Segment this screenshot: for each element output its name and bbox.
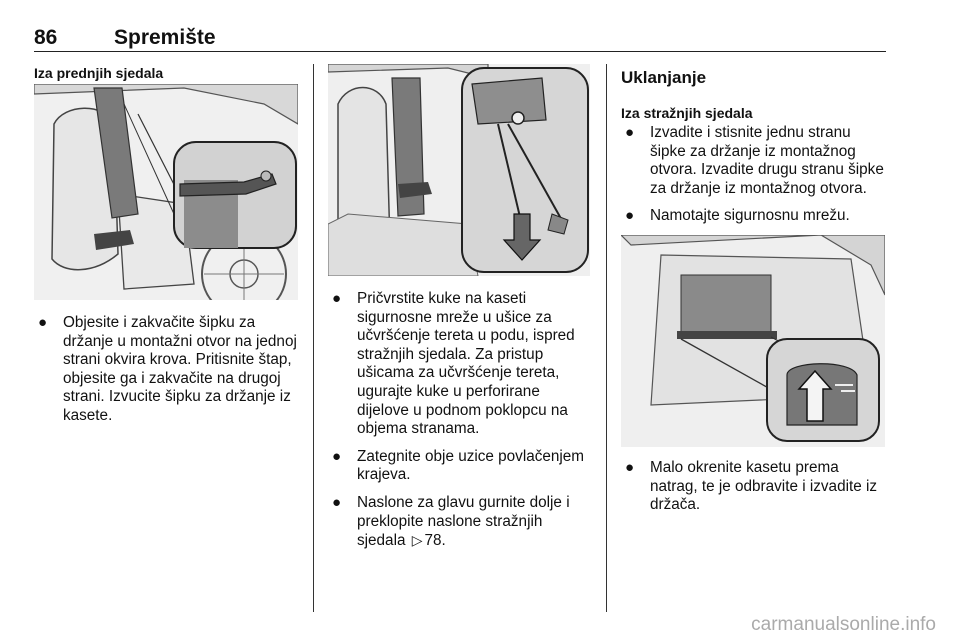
list-item <box>328 290 590 439</box>
left-subheading: Iza prednjih sjedala <box>34 65 164 81</box>
page-number: 86 <box>34 26 58 49</box>
bullet-marker: ● <box>625 458 635 476</box>
bullet-text: Namotajte sigurnosnu mrežu. <box>650 207 850 225</box>
bullet-marker: ● <box>625 124 635 141</box>
middle-bullets <box>328 290 590 551</box>
bullet-text: Objesite i zakvačite šipku za držanje u montažni otvor na jednoj strani okvira krova. Pritisnite štap, objesite ga i zakvačite na drugoj strani. Izvucite šipku za držanje iz kasete. <box>63 314 297 424</box>
page-reference-arrow-icon: ▷ <box>411 532 423 549</box>
bullet-text: Malo okrenite kasetu prema natrag, te je odbravite i izvadite iz držača. <box>650 458 878 514</box>
figure-front-seat-net-bar <box>34 84 298 300</box>
right-bullets-top <box>621 124 889 226</box>
page-title: Spremište <box>114 26 216 49</box>
right-bullets-bottom <box>621 459 889 515</box>
bullet-text: Naslone za glavu gurnite dolje i preklopite naslone stražnjih sjedala <box>357 493 570 550</box>
list-item <box>621 459 889 515</box>
bullet-marker: ● <box>332 290 342 307</box>
bullet-marker: ● <box>38 314 48 331</box>
bullet-text: Izvadite i stisnite jednu stranu šipke za držanje iz montažnog otvora. Izvadite drugu stranu šipke za držanje iz montažnog otvora. <box>650 124 884 197</box>
list-item <box>328 448 590 485</box>
left-bullets <box>34 314 298 426</box>
bullet-marker: ● <box>625 207 635 225</box>
list-item <box>621 207 889 226</box>
watermark: carmanualsonline.info <box>751 614 936 635</box>
list-item <box>621 124 889 198</box>
bullet-text: Zategnite obje uzice povlačenjem krajeva. <box>357 447 585 484</box>
page-header <box>34 22 886 52</box>
list-item <box>328 494 590 551</box>
column-divider-2 <box>606 64 607 612</box>
header-divider <box>34 51 886 52</box>
page-reference-link[interactable]: 78. <box>424 532 446 550</box>
figure-net-hooks-floor <box>328 64 590 276</box>
left-column <box>34 64 298 435</box>
section-heading: Uklanjanje <box>621 68 707 87</box>
right-column <box>621 64 889 524</box>
bullet-text: Pričvrstite kuke na kaseti sigurnosne mreže u ušice za učvršćenje tereta u podu, ispred stražnjih sjedala. Za pristup ušicama za učvršćenje tereta, ugurajte kuke u perforirane dijelove u podnom poklopcu na objema stranama. <box>357 290 575 438</box>
bullet-marker: ● <box>332 493 342 511</box>
right-subheading: Iza stražnjih sjedala <box>621 105 753 121</box>
column-divider-1 <box>313 64 314 612</box>
list-item <box>34 314 298 426</box>
figure-remove-cassette <box>621 235 885 447</box>
bullet-marker: ● <box>332 447 342 465</box>
middle-column <box>328 64 590 560</box>
